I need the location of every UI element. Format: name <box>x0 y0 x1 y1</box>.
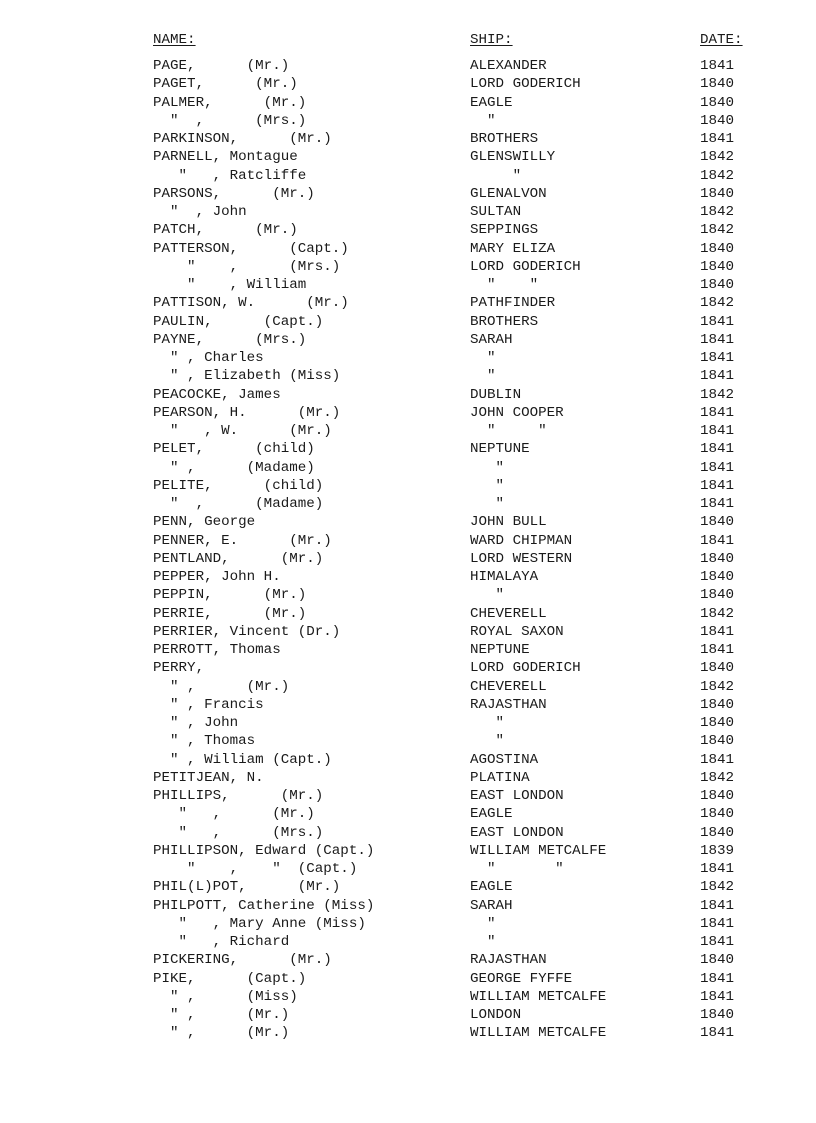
table-row <box>0 641 816 659</box>
passenger-name: PALMER, (Mr.) <box>153 94 307 111</box>
arrival-date: 1842 <box>700 295 735 312</box>
passenger-name: " , W. (Mr.) <box>153 423 332 439</box>
arrival-date: 1841 <box>700 423 735 439</box>
arrival-date: 1840 <box>700 696 735 713</box>
passenger-name: PAYNE, (Mrs.) <box>153 331 307 348</box>
passenger-name: " , (Mr.) <box>153 678 290 695</box>
arrival-date: 1839 <box>700 842 735 859</box>
arrival-date: 1842 <box>700 879 735 896</box>
passenger-name: PELET, (child) <box>153 441 315 458</box>
table-row <box>0 714 816 732</box>
arrival-date: 1840 <box>700 1007 735 1023</box>
ship-name: " <box>470 459 505 476</box>
arrival-date: 1840 <box>700 587 735 604</box>
arrival-date: 1840 <box>700 240 735 257</box>
arrival-date: 1841 <box>700 496 735 512</box>
passenger-name: " , William <box>153 277 307 293</box>
table-row <box>0 94 816 112</box>
passenger-name: PERROTT, Thomas <box>153 642 281 658</box>
passenger-name: PIKE, (Capt.) <box>153 970 307 987</box>
passenger-name: " , " (Capt.) <box>153 861 358 877</box>
arrival-date: 1841 <box>700 897 735 914</box>
passenger-name: PATTISON, W. (Mr.) <box>153 295 349 312</box>
arrival-date: 1841 <box>700 58 735 74</box>
passenger-name: " , Richard <box>153 934 290 950</box>
arrival-date: 1840 <box>700 258 735 275</box>
ship-name: EAGLE <box>470 94 513 111</box>
ship-name: NEPTUNE <box>470 441 530 458</box>
ship-name: BROTHERS <box>470 131 539 147</box>
ship-name: " <box>470 915 496 932</box>
arrival-date: 1841 <box>700 623 735 640</box>
arrival-date: 1841 <box>700 459 735 476</box>
arrival-date: 1841 <box>700 642 735 658</box>
passenger-name: PHILPOTT, Catherine (Miss) <box>153 897 375 914</box>
ship-name: " " <box>470 861 564 877</box>
arrival-date: 1841 <box>700 970 735 987</box>
table-row <box>0 751 816 769</box>
passenger-name: PHIL(L)POT, (Mr.) <box>153 879 341 896</box>
passenger-name: PAULIN, (Capt.) <box>153 313 324 330</box>
passenger-name: PATTERSON, (Capt.) <box>153 240 349 257</box>
ship-name: " <box>470 368 496 385</box>
passenger-name: PATCH, (Mr.) <box>153 222 298 239</box>
passenger-name: PENNER, E. (Mr.) <box>153 532 332 549</box>
arrival-date: 1840 <box>700 185 735 202</box>
passenger-name: " , William (Capt.) <box>153 751 332 768</box>
ship-name: " " <box>470 277 539 293</box>
ship-name: LORD GODERICH <box>470 258 581 275</box>
table-row <box>0 75 816 93</box>
passenger-name: PELITE, (child) <box>153 477 324 494</box>
passenger-name: PHILLIPSON, Edward (Capt.) <box>153 842 375 859</box>
table-row <box>0 696 816 714</box>
arrival-date: 1841 <box>700 350 735 366</box>
table-row <box>0 933 816 951</box>
passenger-name: PARSONS, (Mr.) <box>153 185 315 202</box>
passenger-name: " , Thomas <box>153 733 256 750</box>
ship-name: SEPPINGS <box>470 222 539 239</box>
arrival-date: 1842 <box>700 167 735 184</box>
passenger-name: PETITJEAN, N. <box>153 769 264 786</box>
ship-name: SARAH <box>470 897 513 914</box>
table-row <box>0 57 816 75</box>
table-row <box>0 148 816 166</box>
passenger-name: PERRY, <box>153 660 205 677</box>
passenger-name: PEPPER, John H. <box>153 569 281 585</box>
passenger-name: PAGET, (Mr.) <box>153 76 298 93</box>
table-row <box>0 240 816 258</box>
table-row <box>0 513 816 531</box>
passenger-name: " , (Madame) <box>153 496 324 512</box>
table-row <box>0 805 816 823</box>
passenger-name: " , John <box>153 204 247 220</box>
table-row <box>0 258 816 276</box>
arrival-date: 1842 <box>700 222 735 239</box>
table-row <box>0 787 816 805</box>
passenger-name: PARNELL, Montague <box>153 149 298 166</box>
table-row <box>0 404 816 422</box>
ship-name: " <box>470 496 505 512</box>
passenger-name: " , (Mrs.) <box>153 112 307 129</box>
ship-name: EAST LONDON <box>470 788 564 804</box>
table-row <box>0 732 816 750</box>
arrival-date: 1841 <box>700 532 735 549</box>
arrival-date: 1841 <box>700 915 735 932</box>
arrival-date: 1842 <box>700 605 735 622</box>
arrival-date: 1840 <box>700 660 735 677</box>
passenger-name: " , (Mr.) <box>153 1025 290 1042</box>
table-row <box>0 970 816 988</box>
passenger-name: " , (Mr.) <box>153 806 315 823</box>
arrival-date: 1840 <box>700 550 735 567</box>
ship-name: JOHN COOPER <box>470 404 564 421</box>
ship-name: " <box>470 477 505 494</box>
arrival-date: 1841 <box>700 477 735 494</box>
ship-name: WARD CHIPMAN <box>470 532 573 549</box>
arrival-date: 1841 <box>700 404 735 421</box>
ship-name: JOHN BULL <box>470 514 547 531</box>
ship-name: SULTAN <box>470 204 522 220</box>
arrival-date: 1840 <box>700 569 735 585</box>
passenger-name: " , Elizabeth (Miss) <box>153 368 341 385</box>
ship-name: BROTHERS <box>470 313 539 330</box>
arrival-date: 1840 <box>700 715 735 731</box>
table-row <box>0 167 816 185</box>
table-row <box>0 495 816 513</box>
ship-name: GLENSWILLY <box>470 149 556 166</box>
ship-name: " <box>470 733 505 750</box>
ship-name: " <box>470 167 522 184</box>
passenger-name: PICKERING, (Mr.) <box>153 952 332 969</box>
table-row <box>0 422 816 440</box>
ship-name: " " <box>470 423 547 439</box>
arrival-date: 1841 <box>700 1025 735 1042</box>
ship-name: PATHFINDER <box>470 295 556 312</box>
column-header-date: DATE: <box>700 32 743 48</box>
ship-name: DUBLIN <box>470 386 522 403</box>
ship-name: AGOSTINA <box>470 751 539 768</box>
arrival-date: 1841 <box>700 131 735 147</box>
table-row <box>0 440 816 458</box>
table-row <box>0 988 816 1006</box>
passenger-name: " , Charles <box>153 350 264 366</box>
ship-name: PLATINA <box>470 769 530 786</box>
arrival-date: 1841 <box>700 934 735 950</box>
passenger-name: " , Francis <box>153 696 264 713</box>
ship-name: SARAH <box>470 331 513 348</box>
ship-name: ROYAL SAXON <box>470 623 564 640</box>
passenger-name: PERRIE, (Mr.) <box>153 605 307 622</box>
ship-name: NEPTUNE <box>470 642 530 658</box>
ship-name: HIMALAYA <box>470 569 539 585</box>
passenger-name: PERRIER, Vincent (Dr.) <box>153 623 341 640</box>
table-row <box>0 860 816 878</box>
passenger-name: PAGE, (Mr.) <box>153 58 290 74</box>
passenger-name: PEPPIN, (Mr.) <box>153 587 307 604</box>
table-row <box>0 349 816 367</box>
table-row <box>0 878 816 896</box>
table-row <box>0 477 816 495</box>
table-row <box>0 1006 816 1024</box>
ship-name: LORD WESTERN <box>470 550 573 567</box>
table-row <box>0 386 816 404</box>
arrival-date: 1842 <box>700 678 735 695</box>
table-row <box>0 203 816 221</box>
table-row <box>0 678 816 696</box>
table-row <box>0 897 816 915</box>
table-row <box>0 459 816 477</box>
ship-name: " <box>470 350 496 366</box>
arrival-date: 1842 <box>700 386 735 403</box>
passenger-list <box>0 57 816 1043</box>
table-row <box>0 1024 816 1042</box>
arrival-date: 1840 <box>700 112 735 129</box>
passenger-name: " , Mary Anne (Miss) <box>153 915 366 932</box>
ship-name: EAGLE <box>470 806 513 823</box>
table-row <box>0 276 816 294</box>
ship-name: GLENALVON <box>470 185 547 202</box>
table-row <box>0 550 816 568</box>
arrival-date: 1841 <box>700 861 735 877</box>
arrival-date: 1840 <box>700 952 735 969</box>
ship-name: LONDON <box>470 1007 522 1023</box>
passenger-name: " , (Madame) <box>153 459 315 476</box>
ship-name: " <box>470 715 505 731</box>
ship-name: EAGLE <box>470 879 513 896</box>
passenger-name: PENTLAND, (Mr.) <box>153 550 324 567</box>
passenger-name: PEACOCKE, James <box>153 386 281 403</box>
table-row <box>0 130 816 148</box>
arrival-date: 1840 <box>700 76 735 93</box>
column-header-name: NAME: <box>153 32 196 48</box>
arrival-date: 1841 <box>700 988 735 1005</box>
ship-name: CHEVERELL <box>470 605 547 622</box>
table-row <box>0 294 816 312</box>
ship-name: ALEXANDER <box>470 58 547 74</box>
arrival-date: 1841 <box>700 751 735 768</box>
passenger-name: PHILLIPS, (Mr.) <box>153 788 324 804</box>
passenger-name: " , Ratcliffe <box>153 167 307 184</box>
passenger-name: " , (Miss) <box>153 988 298 1005</box>
passenger-name: " , John <box>153 715 239 731</box>
arrival-date: 1840 <box>700 806 735 823</box>
ship-name: RAJASTHAN <box>470 952 547 969</box>
ship-name: CHEVERELL <box>470 678 547 695</box>
ship-name: WILLIAM METCALFE <box>470 988 607 1005</box>
table-row <box>0 331 816 349</box>
table-row <box>0 568 816 586</box>
ship-name: MARY ELIZA <box>470 240 556 257</box>
table-row <box>0 915 816 933</box>
arrival-date: 1840 <box>700 514 735 531</box>
arrival-date: 1841 <box>700 313 735 330</box>
passenger-name: " , (Mr.) <box>153 1007 290 1023</box>
ship-name: LORD GODERICH <box>470 660 581 677</box>
arrival-date: 1841 <box>700 331 735 348</box>
passenger-name: " , (Mrs.) <box>153 824 324 841</box>
table-row <box>0 367 816 385</box>
passenger-name: PARKINSON, (Mr.) <box>153 131 332 147</box>
passenger-name: " , (Mrs.) <box>153 258 341 275</box>
arrival-date: 1840 <box>700 277 735 293</box>
arrival-date: 1840 <box>700 788 735 804</box>
ship-name: " <box>470 587 505 604</box>
ship-name: LORD GODERICH <box>470 76 581 93</box>
table-row <box>0 623 816 641</box>
table-row <box>0 659 816 677</box>
arrival-date: 1840 <box>700 824 735 841</box>
table-row <box>0 586 816 604</box>
passenger-name: PEARSON, H. (Mr.) <box>153 404 341 421</box>
ship-name: RAJASTHAN <box>470 696 547 713</box>
column-header-ship: SHIP: <box>470 32 513 48</box>
ship-name: " <box>470 112 496 129</box>
arrival-date: 1840 <box>700 94 735 111</box>
arrival-date: 1840 <box>700 733 735 750</box>
ship-name: WILLIAM METCALFE <box>470 1025 607 1042</box>
arrival-date: 1841 <box>700 441 735 458</box>
table-row <box>0 824 816 842</box>
table-row <box>0 532 816 550</box>
table-row <box>0 769 816 787</box>
table-row <box>0 605 816 623</box>
table-row <box>0 951 816 969</box>
arrival-date: 1842 <box>700 149 735 166</box>
table-row <box>0 842 816 860</box>
table-row <box>0 112 816 130</box>
passenger-name: PENN, George <box>153 514 256 531</box>
arrival-date: 1842 <box>700 769 735 786</box>
arrival-date: 1841 <box>700 368 735 385</box>
table-row <box>0 185 816 203</box>
ship-name: EAST LONDON <box>470 824 564 841</box>
ship-name: " <box>470 934 496 950</box>
ship-name: GEORGE FYFFE <box>470 970 573 987</box>
table-row <box>0 221 816 239</box>
table-row <box>0 313 816 331</box>
arrival-date: 1842 <box>700 204 735 220</box>
ship-name: WILLIAM METCALFE <box>470 842 607 859</box>
